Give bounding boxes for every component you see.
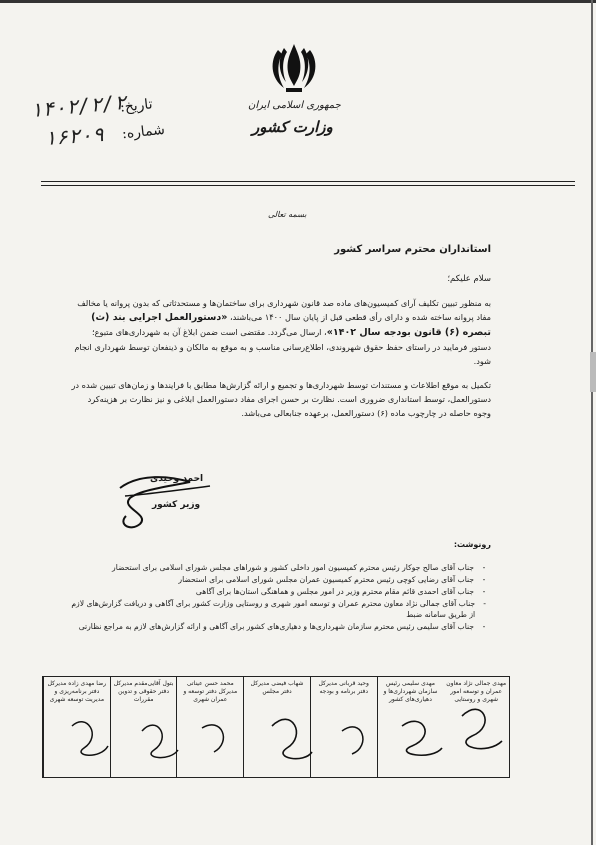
letter-body bbox=[71, 296, 491, 424]
number-label: شماره: bbox=[121, 121, 166, 143]
org-name: جمهوری اسلامی ایران bbox=[248, 100, 341, 111]
header-divider-thin bbox=[41, 185, 575, 186]
cc-text: جناب آقای جمالی نژاد معاون محترم عمران و توسعه امور شهری و روستایی وزارت کشور برای آگاهی و دریافت گزارش‌های لازم از طریق سامانه ضبط bbox=[71, 599, 476, 619]
date-value: ۱۴۰۲/۲/۲ bbox=[29, 89, 128, 123]
date-label: تاریخ: bbox=[119, 96, 154, 116]
cc-text: جناب آقای صالح جوکار رئیس محترم کمیسیون امور داخلی کشور و شوراهای مجلس شورای اسلامی برای استحضار bbox=[112, 563, 474, 572]
signature-cell: مهدی سلیمی رئیس سازمان شهرداری‌ها و دهیاری‌های کشور bbox=[377, 677, 444, 777]
signature-cell: شهاب فیضی مدیرکل دفتر مجلس bbox=[243, 677, 310, 777]
cc-text: جناب آقای احمدی قائم مقام محترم وزیر در امور مجلس و هماهنگی استان‌ها برای آگاهی bbox=[195, 587, 474, 596]
binder-mark bbox=[590, 352, 596, 392]
signature-cell: بتول آقایی‌مقدم مدیرکل دفتر حقوقی و تدوین مقررات bbox=[110, 677, 177, 777]
signer-name: احمد وحیدی bbox=[150, 474, 204, 484]
paragraph-1 bbox=[71, 296, 491, 368]
iran-emblem-icon bbox=[264, 38, 324, 98]
right-border bbox=[591, 0, 593, 845]
signer-title: وزیر کشور bbox=[152, 500, 201, 510]
cc-text: جناب آقای رضایی کوچی رئیس محترم کمیسیون عمران مجلس شورای اسلامی برای استحضار bbox=[178, 575, 474, 584]
addressee: استانداران محترم سراسر کشور bbox=[334, 244, 491, 255]
list-item: - جناب آقای جمالی نژاد معاون محترم عمران و توسعه امور شهری و روستایی وزارت کشور برای آگاهی و دریافت گزارش‌های لازم از طریق سامانه ضبط bbox=[68, 598, 488, 620]
basmala: بسمه تعالی bbox=[268, 210, 307, 219]
list-item: - جناب آقای رضایی کوچی رئیس محترم کمیسیون عمران مجلس شورای اسلامی برای استحضار bbox=[178, 575, 486, 584]
copies-title: رونوشت: bbox=[453, 540, 491, 549]
greeting: سلام علیکم؛ bbox=[447, 274, 491, 284]
directive-title: «دستورالعمل اجرایی بند (ث) تبصره (۶) قانون بودجه سال ۱۴۰۲» bbox=[91, 312, 491, 338]
number-value: ۱۶۲۰۹ bbox=[43, 121, 105, 151]
cc-text: جناب آقای سلیمی رئیس محترم سازمان شهرداری‌ها و دهیاری‌های کشور برای آگاهی و ارائه گزارش‌های لازم به مراجع نظارتی bbox=[78, 622, 474, 631]
approval-signatures bbox=[42, 676, 508, 776]
list-item: - جناب آقای صالح جوکار رئیس محترم کمیسیون امور داخلی کشور و شوراهای مجلس شورای اسلامی برای استحضار bbox=[112, 563, 486, 572]
signature-cell: محمد حسن عیناتی مدیرکل دفتر توسعه و عمران شهری bbox=[176, 677, 243, 777]
header-divider bbox=[41, 181, 575, 182]
paragraph-1-text: به منظور تبیین تکلیف آرای کمیسیون‌های ماده صد قانون شهرداری برای ساختمان‌ها و مستحدثاتی که بدون پروانه یا مخالف مفاد پروانه ساخته شده و دارای رأی قطعی قبل از پایان سال ۱۴۰۰ می‌باشند، bbox=[77, 298, 491, 322]
signature-cell: رضا مهدی زاده مدیرکل دفتر برنامه‌ریزی و مدیریت توسعه شهری bbox=[43, 677, 110, 777]
paragraph-2: تکمیل به موقع اطلاعات و مستندات توسط شهرداری‌ها و تجمیع و ارائه گزارش‌ها مطابق با فرایندها و زمان‌های تبیین شده در دستورالعمل، توسط استانداری ضروری است. نظارت بر حسن اجرای مفاد دستورالعمل ابلاغی و نیز نظارت بر هزینه‌کرد وجوه حاصله در چارچوب ماده (۶) دستورالعمل، برعهده جنابعالی می‌باشد. bbox=[71, 380, 491, 418]
signature-cell: وحید قربانی مدیرکل دفتر برنامه و بودجه bbox=[310, 677, 377, 777]
list-item: - جناب آقای احمدی قائم مقام محترم وزیر در امور مجلس و هماهنگی استان‌ها برای آگاهی bbox=[195, 587, 486, 596]
paragraph-1-text-end: ، ارسال می‌گردد. مقتضی است ضمن ابلاغ آن به شهرداری‌های متبوع؛ دستور فرمایید در راستای حفظ حقوق شهروندی، اطلاع‌رسانی مناسب و به موقع به مالکان و ذینفعان توسط شهرداری انجام شود. bbox=[74, 327, 491, 366]
list-item: - جناب آقای سلیمی رئیس محترم سازمان شهرداری‌ها و دهیاری‌های کشور برای آگاهی و ارائه گزارش‌های لازم به مراجع نظارتی bbox=[78, 622, 486, 631]
top-border bbox=[0, 0, 596, 3]
copies-list bbox=[68, 562, 488, 633]
signature-cell: مهدی جمالی نژاد معاون عمران و توسعه امور شهری و روستایی bbox=[446, 680, 507, 703]
ministry-name: وزارت کشور bbox=[252, 118, 333, 136]
